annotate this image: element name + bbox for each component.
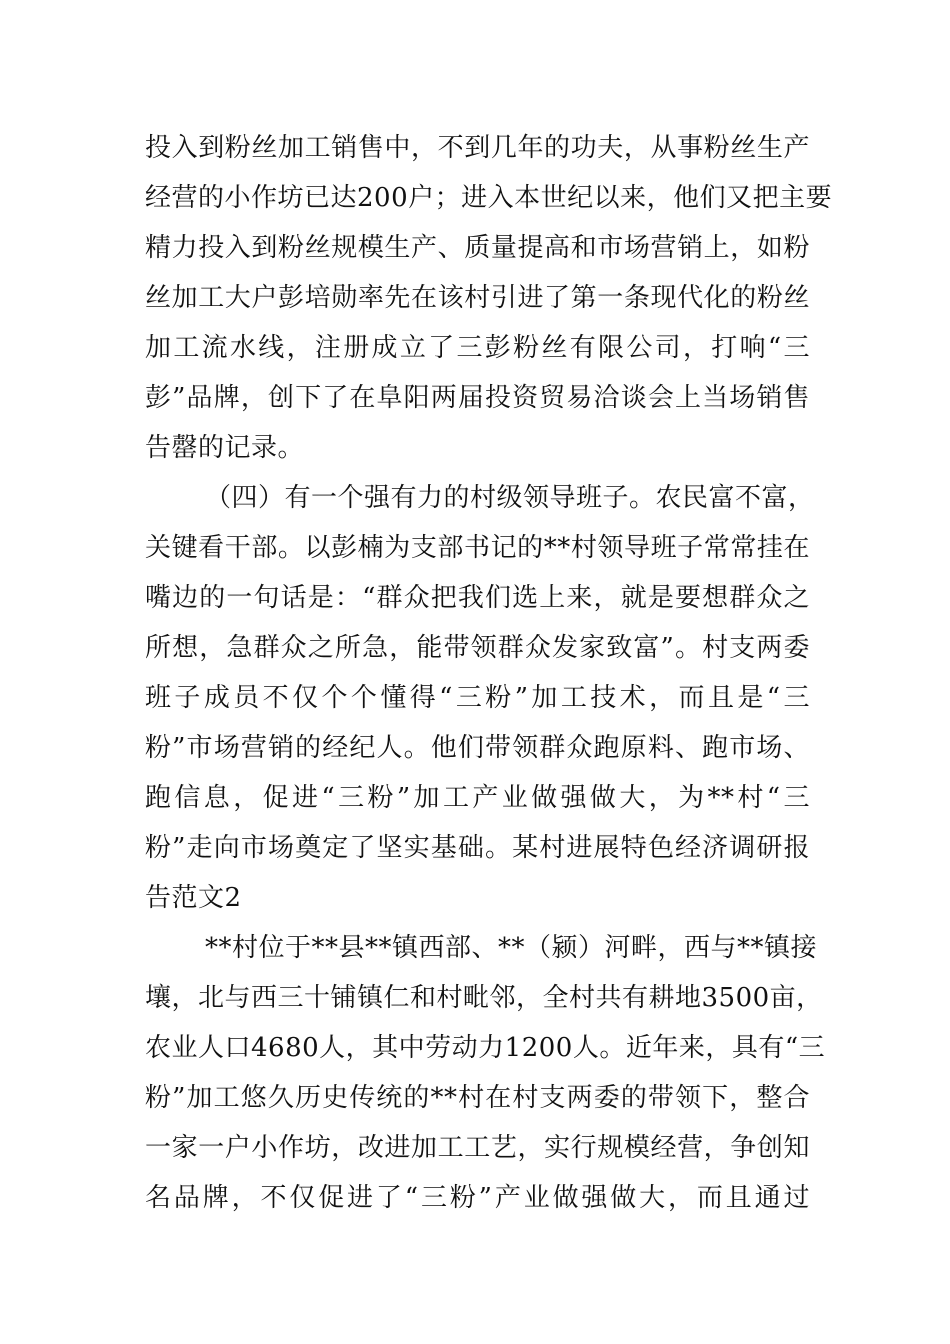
text-line: 跑信息，促进“三粉”加工产业做强做大，为**村“三 <box>145 783 810 813</box>
text-line: **村位于**县**镇西部、**（颍）河畔，西与**镇接 <box>205 933 818 963</box>
text-line: 经营的小作坊已达200户；进入本世纪以来，他们又把主要 <box>145 183 833 213</box>
text-line: 投入到粉丝加工销售中，不到几年的功夫，从事粉丝生产 <box>145 133 810 163</box>
paragraph-2 <box>145 473 815 923</box>
text-line: 粉”加工悠久历史传统的**村在村支两委的带领下，整合 <box>145 1083 810 1113</box>
text-line: 班子成员不仅个个懂得“三粉”加工技术，而且是“三 <box>145 683 810 713</box>
text-line: 嘴边的一句话是：“群众把我们选上来，就是要想群众之 <box>145 583 810 613</box>
text-line: 粉”走向市场奠定了坚实基础。某村进展特色经济调研报 <box>145 833 810 863</box>
text-line: 粉”市场营销的经纪人。他们带领群众跑原料、跑市场、 <box>145 733 810 763</box>
text-line: 关键看干部。以彭楠为支部书记的**村领导班子常常挂在 <box>145 533 810 563</box>
text-line: 壤，北与西三十铺镇仁和村毗邻，全村共有耕地3500亩， <box>145 983 823 1013</box>
text-line: 彭”品牌，创下了在阜阳两届投资贸易洽谈会上当场销售 <box>145 383 810 413</box>
text-line: （四）有一个强有力的村级领导班子。农民富不富， <box>205 483 815 513</box>
text-line: 丝加工大户彭培勋率先在该村引进了第一条现代化的粉丝 <box>145 283 810 313</box>
paragraph-1 <box>145 123 833 473</box>
text-line: 农业人口4680人，其中劳动力1200人。近年来，具有“三 <box>145 1033 826 1063</box>
text-line: 告范文2 <box>145 883 242 913</box>
text-line: 名品牌，不仅促进了“三粉”产业做强做大，而且通过 <box>145 1183 810 1213</box>
text-line: 告罄的记录。 <box>145 433 305 463</box>
text-line: 一家一户小作坊，改进加工工艺，实行规模经营，争创知 <box>145 1133 810 1163</box>
text-line: 加工流水线，注册成立了三彭粉丝有限公司，打响“三 <box>145 333 810 363</box>
text-line: 所想，急群众之所急，能带领群众发家致富”。村支两委 <box>145 633 810 663</box>
paragraph-3 <box>145 923 826 1223</box>
text-line: 精力投入到粉丝规模生产、质量提高和市场营销上，如粉 <box>145 233 810 263</box>
